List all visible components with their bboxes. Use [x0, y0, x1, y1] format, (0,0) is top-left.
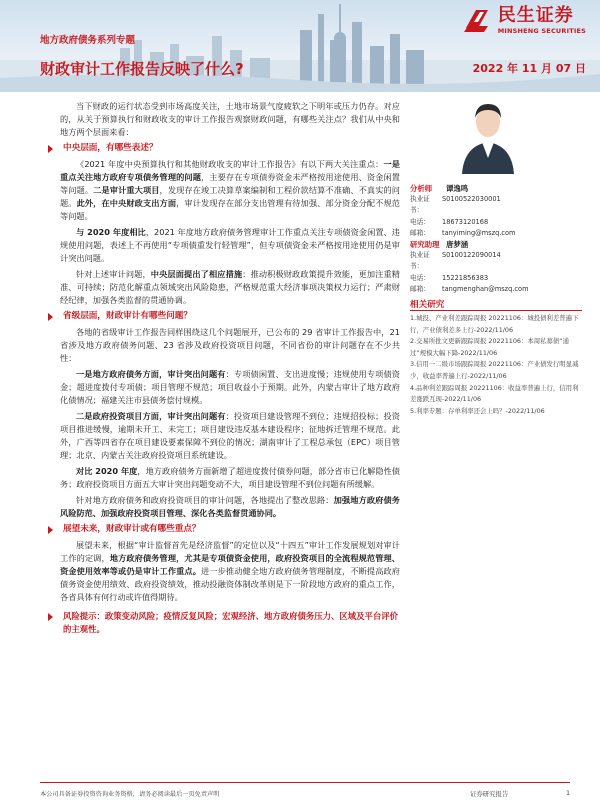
analyst-1-phone: 18673120168	[442, 217, 489, 226]
header-banner	[0, 0, 600, 92]
section-heading-central: 中央层面，有哪些表述？	[48, 142, 400, 155]
logo-english-text: MINSHENG SECURITIES	[497, 27, 586, 36]
report-date: 2022 年 11 月 07 日	[472, 62, 586, 75]
related-research-list	[410, 313, 582, 417]
paragraph-2020-compare: 与 2020 年度相比，2021 年度地方政府债务管理审计工作重点关注专项债资金闲置、违规使用问题，表述上不再使用“专项债重发行轻管理”，但专项债资金未严格按用途使用仍是审计突出问题。	[60, 227, 400, 263]
section-heading-outlook: 展望未来，财政审计或有哪些重点？	[48, 523, 400, 536]
analyst-1-cert: S0100522030001	[442, 195, 501, 204]
analyst-photo	[458, 96, 518, 174]
risk-warning: 风险提示：政策变动风险；疫情反复风险；宏观经济、地方政府债务压力、区域及平台评价的主观性。	[48, 610, 400, 636]
analyst-info: 分析师 谭逸鸣 执业证书： S0100522030001 电话： 18673120168 邮箱： tanyiming@mszq.com 研究助理 唐梦涵 执业证书： S0100122090014 电话： 15221856383 邮箱： tangmenghan@mszq.com	[410, 183, 582, 295]
analyst-2-header: 研究助理 唐梦涵	[410, 240, 469, 250]
related-item[interactable]: 4.品种利差跟踪周报 20221106：收益率普遍上行，信用利差涨跌互现-2022/11/06	[410, 383, 579, 404]
report-series: 地方政府债务系列专题	[40, 35, 136, 46]
analyst-1-header: 分析师 谭逸鸣	[410, 184, 469, 193]
arrow-bullet-icon	[48, 613, 53, 621]
analyst-2-email[interactable]: tangmenghan@mszq.com	[442, 284, 529, 293]
main-body	[60, 100, 400, 636]
footer-report-type: 证券研究报告	[470, 790, 509, 798]
analyst-2-phone: 15221856383	[442, 273, 489, 282]
related-item[interactable]: 2.交易所批文更新跟踪周报 20221106：本周私募债“通过”规模大幅下降-2022/11/06	[410, 337, 569, 357]
related-divider	[410, 310, 582, 311]
related-item[interactable]: 1.城投、产业利差跟踪周报 20221106：城投债利差普遍下行，产业债利差多上行-2022/11/06	[410, 314, 579, 334]
analyst-1-email[interactable]: tanyiming@mszq.com	[442, 228, 516, 237]
paragraph-central-focus: 《2021 年度中央预算执行和其他财政收支的审计工作报告》有以下两大关注重点：一是重点关注地方政府专项债务管理的问题，主要存在专项债券资金未严格按用途使用、资金闲置等问题。二是审计重大项目，发现存在竣工决算草案编制和工程价款结算不准确、不真实的问题。此外，在中央财政支出方面，审计发现存在部分支出管理有待加强、部分资金分配不规范等问题。	[60, 159, 400, 221]
paragraph-outlook: 展望未来，根据“审计监督首先是经济监督”的定位以及“十四五”审计工作发展规划对审计工作的定调，地方政府债务管理，尤其是专项债资金使用，政府投资项目的全流程规范管理、资金使用效率等或仍是审计工作重点。进一步推动健全地方政府债务管理制度，不断提高政府债务资金使用绩效、政府投资绩效，推动投融资体制改革则是下一阶段地方政府的重点工作，各省具体有何行动或许值得期待。	[60, 540, 400, 602]
section-heading-provincial: 省级层面，财政审计有哪些问题？	[48, 310, 400, 323]
paragraph-2020-provincial-compare: 对比 2020 年度，地方政府债务方面新增了超进度拨付债券问题，部分省市已化解隐性债务；政府投资项目方面五大审计突出问题变动不大，项目建设管理不到位问题有所缓解。	[60, 466, 400, 489]
related-research-heading: 相关研究	[410, 300, 445, 310]
arrow-bullet-icon	[48, 526, 53, 534]
logo-chinese-text: 民生证券	[497, 5, 574, 27]
report-title: 财政审计工作报告反映了什么?	[40, 60, 244, 78]
intro-paragraph: 当下财政的运行状态受到市场高度关注，土地市场景气度疲软之下明年或压力仍存。对应的，从关于预算执行和财政收支的审计工作报告观察财政问题，有哪些关注点？我们从中央和地方两个层面来看：	[60, 101, 400, 137]
arrow-bullet-icon	[48, 313, 53, 321]
analyst-2-cert: S0100122090014	[442, 251, 501, 260]
logo-mark-icon	[462, 6, 492, 36]
paragraph-central-measures: 针对上述审计问题，中央层面提出了相应措施：推动积极财政政策提升效能，更加注重精准、可持续；防范化解重点领域突出风险隐患，严格规范重大经济事项决策权力运行；严肃财经纪律，加强各类监督的贯通协调。	[60, 269, 400, 305]
paragraph-provincial-overview: 各地的省级审计工作报告同样围绕这几个问题展开，已公布的 29 省审计工作报告中，21 省涉及地方政府债务问题、23 省涉及政府投资项目问题，不同省份的审计问题存在不少共性：	[60, 327, 400, 363]
paragraph-debt-issues: 一是地方政府债务方面，审计突出问题有：专项债闲置、支出进度慢；违规使用专项债资金；超进度拨付专项债；项目管理不规范；项目收益小于预期。此外，内蒙古审计了地方政府化债情况；福建关注市县债务偿付规模。	[60, 369, 400, 405]
footer-disclaimer: 本公司具备证券投资咨询业务资格，请务必阅读最后一页免责声明	[40, 791, 220, 798]
footer-divider	[40, 782, 570, 783]
related-item[interactable]: 3.信用一二级市场跟踪周报 20221106：产业债发行明显减少，收益率普遍上行-2022/11/06	[410, 360, 579, 380]
page-number: 1	[566, 789, 571, 797]
related-item[interactable]: 5.利率专题：存单利率还会上吗？-2022/11/06	[410, 406, 545, 415]
minsheng-logo	[462, 6, 586, 36]
arrow-bullet-icon	[48, 145, 53, 153]
paragraph-investment-issues: 二是政府投资项目方面，审计突出问题有：投资项目建设管理不到位；违规招投标；投资项目推进缓慢，逾期未开工、未完工；项目建设违反基本建设程序；征地拆迁管理不规范。此外，广西等四省存在项目建设要素保障不到位的情况；湖南审计了工程总承包（EPC）项目管理；北京、内蒙古关注政府投资项目系统建设。	[60, 411, 400, 460]
paragraph-rectification: 针对地方政府债务和政府投资项目的审计问题，各地提出了整改思路：加强地方政府债务风险防范、加强政府投资项目管理、深化各类监督贯通协同。	[60, 495, 400, 518]
